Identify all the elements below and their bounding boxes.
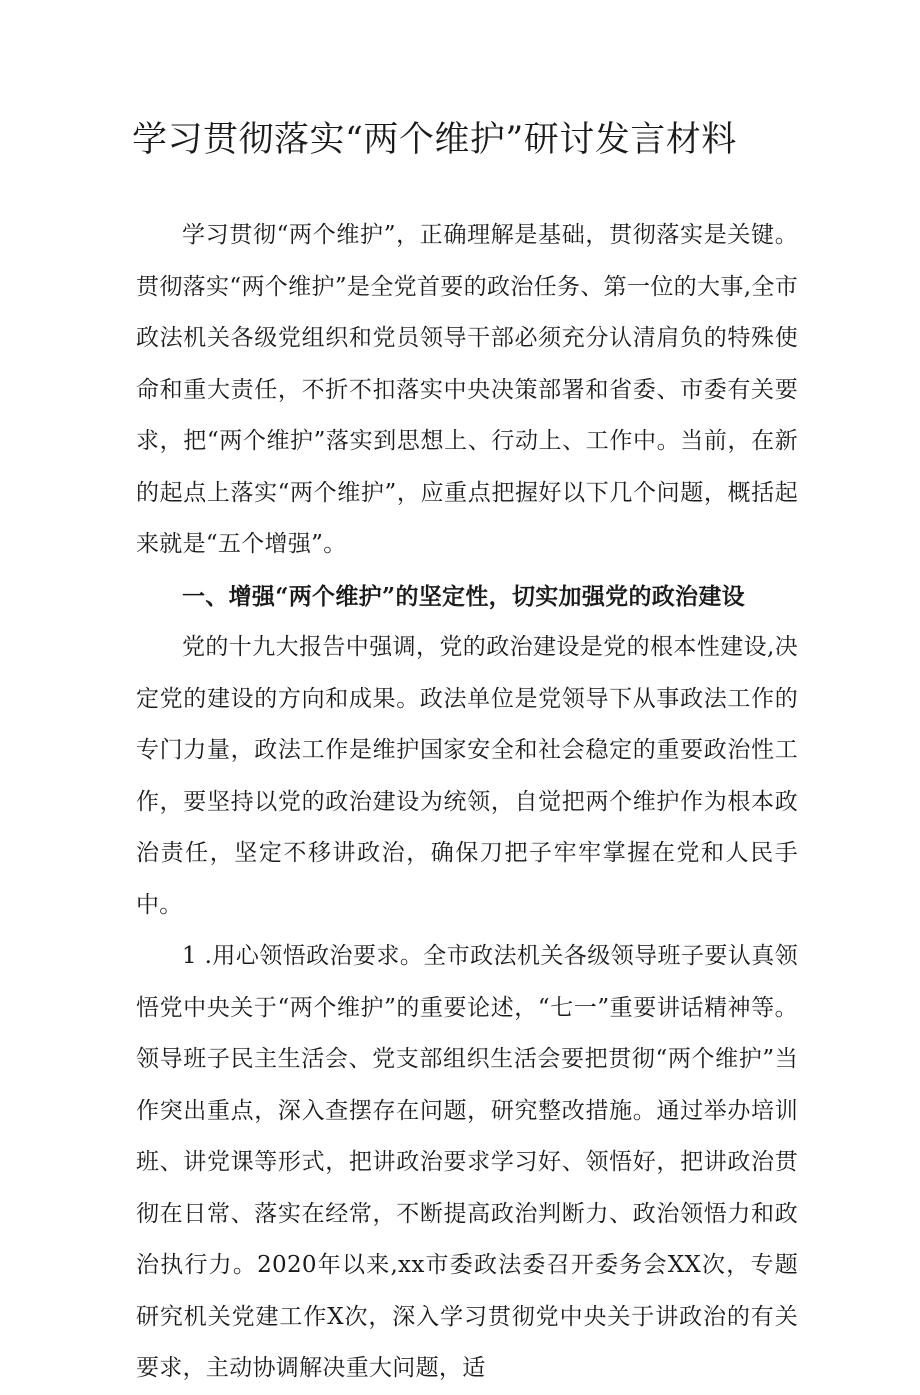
intro-paragraph: 学习贯彻“两个维护”，正确理解是基础，贯彻落实是关键。贯彻落实“两个维护”是全党首要的政治任务、第一位的大事,全市政法机关各级党组织和党员领导干部必须充分认清肩负的特殊使命和重大责任，不折不扣落实中央决策部署和省委、市委有关要求，把“两个维护”落实到思想上、行动上、工作中。当前，在新的起点上落实“两个维护”，应重点把握好以下几个问题，概括起来就是“五个增强”。 [136,222,798,557]
subsection-1-paragraph: 1 .用心领悟政治要求。全市政法机关各级领导班子要认真领悟党中央关于“两个维护”的重要论述，“七一”重要讲话精神等。领导班子民主生活会、党支部组织生活会要把贯彻“两个维护”当作突出重点，深入查摆存在问题，研究整改措施。通过举办培训班、讲党课等形式，把讲政治要求学习好、领悟好，把讲政治贯彻在日常、落实在经常，不断提高政治判断力、政治领悟力和政治执行力。2020年以来,xx市委政法委召开委务会XX次，专题研究机关党建工作X次，深入学习贯彻党中央关于讲政治的有关要求，主动协调解决重大问题，适 [136,943,798,1381]
section-1-paragraph: 党的十九大报告中强调，党的政治建设是党的根本性建设,决定党的建设的方向和成果。政法单位是党领导下从事政法工作的专门力量，政法工作是维护国家安全和社会稳定的重要政治性工作，要坚持以党的政治建设为统领，自觉把两个维护作为根本政治责任，坚定不移讲政治，确保刀把子牢牢掌握在党和人民手中。 [136,634,798,918]
document-body [136,210,798,1395]
section-heading-1: 一、增强“两个维护”的坚定性，切实加强党的政治建设 [182,582,745,610]
document-title: 学习贯彻落实“两个维护”研讨发言材料 [132,120,737,160]
